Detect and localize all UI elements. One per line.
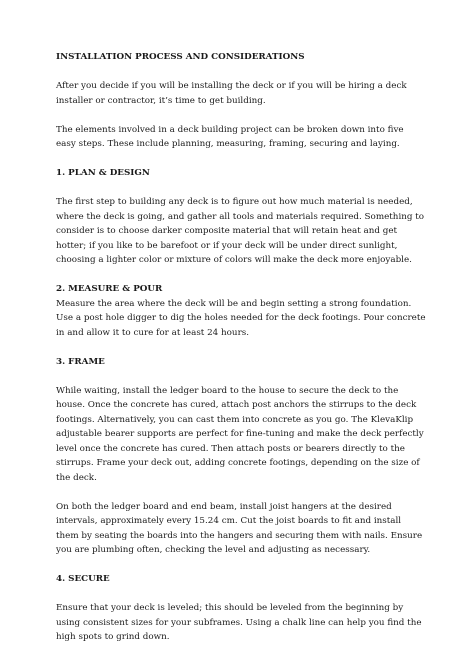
section-paragraph: On both the ledger board and end beam, install joist hangers at the desired intervals, approximately every 15.24 cm. Cut the joist boards to fit and install them by seating the boards into the hangers and securing them with nails. Ensure you are plumbing often, checking the level and adjusting as necessary.: [56, 501, 423, 555]
document-title: INSTALLATION PROCESS AND CONSIDERATIONS: [56, 52, 305, 62]
section-paragraph: The first step to building any deck is to figure out how much material is needed, where the deck is going, and gather all tools and materials required. Something to consider is to choose darker composite material that will retain heat and get hotter; if you like to be barefoot or if your deck will be under direct sunlight, choosing a lighter color or mixture of colors will make the deck more enjoyable.: [56, 197, 425, 265]
document-page: [56, 50, 426, 645]
section-paragraph: Ensure that your deck is leveled; this should be leveled from the beginning by using consistent sizes for your subframes. Using a chalk line can help you find the high spots to grind down.: [56, 603, 422, 642]
section-heading: 1. PLAN & DESIGN: [56, 168, 150, 178]
section-heading: 4. SECURE: [56, 574, 110, 584]
intro-paragraph: The elements involved in a deck building project can be broken down into five easy steps. These include planning, measuring, framing, securing and laying.: [56, 124, 404, 149]
intro-paragraph: After you decide if you will be installing the deck or if you will be hiring a deck installer or contractor, it’s time to get building.: [56, 81, 407, 106]
section-paragraph: Measure the area where the deck will be and begin setting a strong foundation. Use a post hole digger to dig the holes needed for the deck footings. Pour concrete in and allow it to cure for at least 24 hours.: [56, 298, 426, 338]
section-heading: 3. FRAME: [56, 356, 105, 367]
section-paragraph: While waiting, install the ledger board to the house to secure the deck to the house. Once the concrete has cured, attach post anchors the stirrups to the deck footings. Alternatively, you can cast them into concrete as you go. The KlevaKlip adjustable bearer supports are perfect for fine-tuning and make the deck perfectly level once the concrete has cured. Then attach posts or bearers directly to the stirrups. Frame your deck out, adding concrete footings, depending on the size of the deck.: [56, 385, 424, 483]
section-heading: 2. MEASURE & POUR: [56, 284, 163, 294]
